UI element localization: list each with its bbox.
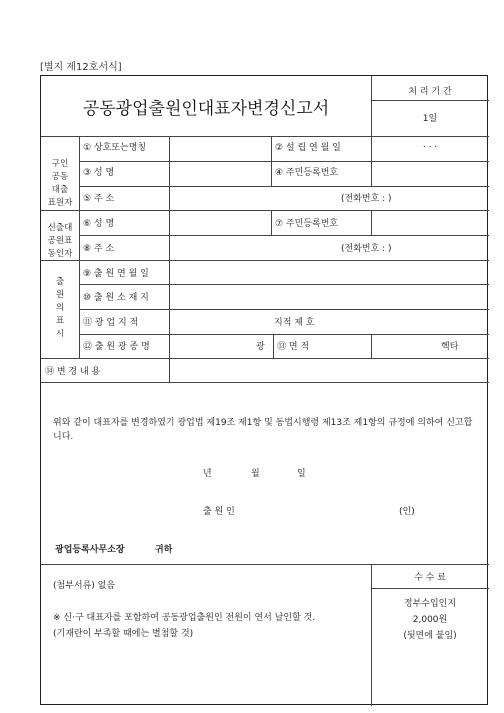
label-application-date: ⑨ 출 원 연 월 일 bbox=[83, 269, 149, 279]
fee-header: 수 수 료 bbox=[414, 573, 446, 583]
attachments-note-1: ※ 신·구 대표자를 포함하여 공동광업출원인 전원이 연서 날인할 것. bbox=[53, 613, 316, 623]
processing-period-value: 1일 bbox=[422, 114, 438, 124]
declaration-text: 위와 같이 대표자를 변경하였기 광업법 제19조 제1항 및 동법시행령 제13조 제1항의 규정에 의하여 신고합니다. bbox=[53, 418, 473, 442]
fee-attach-note: (뒷면에 붙임) bbox=[403, 631, 457, 641]
date-year-label: 년 bbox=[203, 469, 212, 479]
label-current-address: ⑤ 주 소 bbox=[83, 194, 115, 204]
recipient-office: 광업등록사무소장 bbox=[55, 545, 125, 555]
date-month-label: 월 bbox=[251, 469, 260, 479]
mineral-suffix: 광 bbox=[256, 342, 265, 352]
label-new-address: ⑧ 주 소 bbox=[83, 244, 115, 254]
attachments-note-2: (기재란이 부족할 때에는 별첨할 것) bbox=[53, 629, 194, 639]
processing-period-header: 처 리 기 간 bbox=[408, 87, 452, 97]
attachments-label: (첨부서류) 없음 bbox=[53, 581, 116, 591]
label-area: ⑬ 면 적 bbox=[277, 342, 310, 352]
date-day-label: 일 bbox=[297, 469, 306, 479]
label-mineral-type: ⑫ 출 원 광 종 명 bbox=[83, 342, 150, 352]
label-new-resident-number: ⑦ 주민등록번호 bbox=[275, 219, 339, 229]
establish-date-value[interactable]: . . . bbox=[422, 140, 438, 150]
applicant-label: 출 원 인 bbox=[203, 507, 235, 517]
applicant-seal: (인) bbox=[399, 507, 415, 517]
form-frame bbox=[40, 75, 488, 705]
label-change-content: ⑭ 변 경 내 용 bbox=[45, 367, 101, 377]
mine-number-field: 지적 제 호 bbox=[274, 318, 315, 328]
label-current-name: ③ 성 명 bbox=[83, 168, 115, 178]
label-company-name: ① 상호또는명칭 bbox=[83, 143, 147, 153]
label-application-location: ⑩ 출 원 소 재 지 bbox=[83, 293, 149, 303]
new-representative-side-label: 신출대 공원표 동인자 bbox=[47, 223, 73, 259]
current-phone-field: (전화번호 : ) bbox=[341, 194, 392, 204]
current-representative-side-label: 구인 공동 대출 표원자 bbox=[47, 159, 73, 208]
recipient-suffix: 귀하 bbox=[155, 545, 173, 555]
label-current-resident-number: ④ 주민등록번호 bbox=[275, 168, 339, 178]
fee-revenue-stamp: 정부수입인지 bbox=[403, 599, 457, 609]
fee-amount: 2,000원 bbox=[412, 615, 448, 625]
form-title: 공동광업출원인대표자변경신고서 bbox=[82, 99, 330, 119]
label-new-name: ⑥ 성 명 bbox=[83, 219, 115, 229]
new-phone-field: (전화번호 : ) bbox=[341, 244, 392, 254]
application-side-label: 출 원 의 표 시 bbox=[55, 277, 65, 339]
label-establish-date: ② 설 립 연 월 일 bbox=[275, 143, 341, 153]
area-unit: 헥타 bbox=[441, 342, 459, 352]
form-number-label: [별지 제12호서식] bbox=[40, 62, 122, 73]
label-mine-location: ⑪ 광 업 지 적 bbox=[83, 318, 139, 328]
